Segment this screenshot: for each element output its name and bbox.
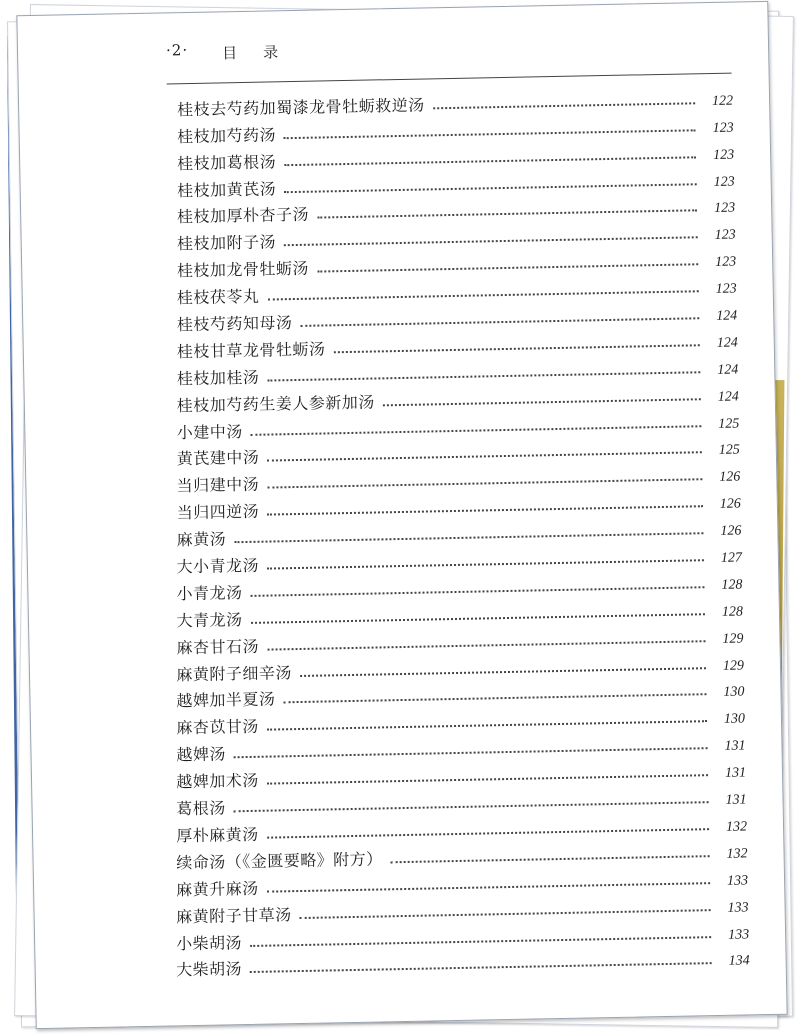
dot-leader <box>433 101 695 109</box>
toc-entry-page: 123 <box>713 174 735 190</box>
dot-leader <box>317 209 697 219</box>
toc-entry-title: 桂枝茯苓丸 <box>176 286 260 308</box>
toc-entry-page: 125 <box>718 416 740 432</box>
toc-entry-page: 128 <box>721 577 743 593</box>
toc-entry-title: 续命汤（《金匮要略》附方） <box>176 849 383 873</box>
toc-entry-page: 124 <box>717 362 739 378</box>
toc-entry-title: 桂枝去芍药加蜀漆龙骨牡蛎救逆汤 <box>176 95 425 120</box>
toc-entry-page: 123 <box>713 147 735 163</box>
toc-entry-page: 129 <box>722 631 744 647</box>
page-header <box>166 31 727 76</box>
toc-entry-title: 小柴胡汤 <box>175 932 243 953</box>
page-number: ·2· <box>165 41 189 60</box>
toc-entry-title: 桂枝加芍药生姜人参新加汤 <box>176 392 375 415</box>
header-rule <box>167 73 732 85</box>
toc-entry-page: 126 <box>719 496 741 513</box>
toc-list <box>153 83 750 981</box>
toc-entry-page: 132 <box>726 846 748 862</box>
page-title: 目录 <box>221 42 305 63</box>
dot-leader <box>391 854 710 863</box>
toc-entry-title: 麻黄附子甘草汤 <box>175 904 292 927</box>
toc-entry-page: 132 <box>725 819 748 835</box>
toc-entry-page: 124 <box>716 335 738 351</box>
toc-entry-page: 127 <box>720 550 743 566</box>
toc-entry-page: 124 <box>717 389 739 405</box>
toc-entry-title: 大柴胡汤 <box>175 959 243 980</box>
toc-entry-title: 麻杏苡甘汤 <box>176 717 260 738</box>
toc-entry-page: 123 <box>714 201 736 217</box>
toc-entry-title: 大小青龙汤 <box>176 555 260 577</box>
toc-entry-title: 小建中汤 <box>176 421 243 442</box>
toc-entry-title: 越婢加半夏汤 <box>176 689 276 711</box>
toc-entry-page: 130 <box>723 711 746 728</box>
toc-entry-title: 麻黄升麻汤 <box>175 878 259 900</box>
toc-entry-title: 桂枝加葛根汤 <box>176 152 277 173</box>
toc-entry-title: 大青龙汤 <box>176 609 243 631</box>
toc-entry-page: 130 <box>723 684 745 701</box>
toc-entry-title: 麻黄汤 <box>176 529 227 550</box>
dot-leader <box>300 316 699 327</box>
toc-entry-title: 越婢加术汤 <box>176 770 259 792</box>
toc-entry-page: 123 <box>715 281 737 298</box>
toc-entry-page: 123 <box>715 254 737 271</box>
toc-page <box>16 1 787 1029</box>
toc-entry-title: 桂枝芍药知母汤 <box>176 313 293 335</box>
toc-entry-title: 桂枝加黄芪汤 <box>176 178 277 200</box>
toc-entry-page: 133 <box>726 873 749 889</box>
toc-entry-page: 122 <box>711 93 734 109</box>
toc-entry-title: 黄芪建中汤 <box>176 448 260 469</box>
toc-entry-title: 桂枝加龙骨牡蛎汤 <box>176 258 310 281</box>
dot-leader <box>383 397 701 406</box>
toc-entry-title: 厚朴麻黄汤 <box>176 824 259 846</box>
toc-entry-page: 126 <box>719 469 741 486</box>
toc-entry-title: 桂枝加桂汤 <box>176 367 260 389</box>
dot-leader <box>317 263 698 273</box>
toc-entry-title: 桂枝加附子汤 <box>176 232 277 254</box>
toc-entry-page: 123 <box>714 227 736 244</box>
toc-entry-page: 134 <box>728 953 750 970</box>
toc-entry-title: 越婢汤 <box>176 744 227 765</box>
toc-entry-page: 125 <box>718 442 740 459</box>
toc-entry-page: 128 <box>721 604 744 620</box>
toc-entry-page: 131 <box>724 738 746 755</box>
toc-entry-page: 131 <box>725 792 747 808</box>
toc-entry-title: 葛根汤 <box>176 798 226 819</box>
dot-leader <box>250 962 712 974</box>
toc-entry-page: 124 <box>716 308 738 324</box>
toc-entry-title: 当归四逆汤 <box>176 501 260 523</box>
toc-entry-title: 桂枝加厚朴杏子汤 <box>176 205 310 227</box>
toc-entry-page: 123 <box>712 120 734 136</box>
toc-entry-title: 麻黄附子细辛汤 <box>176 662 293 684</box>
dot-leader <box>333 343 699 353</box>
toc-entry-title: 当归建中汤 <box>176 475 260 496</box>
toc-entry-title: 小青龙汤 <box>176 582 243 604</box>
toc-entry-page: 133 <box>727 900 749 916</box>
toc-entry-page: 126 <box>720 523 742 540</box>
toc-entry-page: 133 <box>727 926 750 943</box>
toc-entry-title: 麻杏甘石汤 <box>176 636 260 658</box>
toc-entry-title: 桂枝甘草龙骨牡蛎汤 <box>176 339 326 362</box>
toc-entry-page: 129 <box>722 658 745 674</box>
toc-entry-title: 桂枝加芍药汤 <box>176 125 277 147</box>
toc-entry-page: 131 <box>724 765 747 782</box>
